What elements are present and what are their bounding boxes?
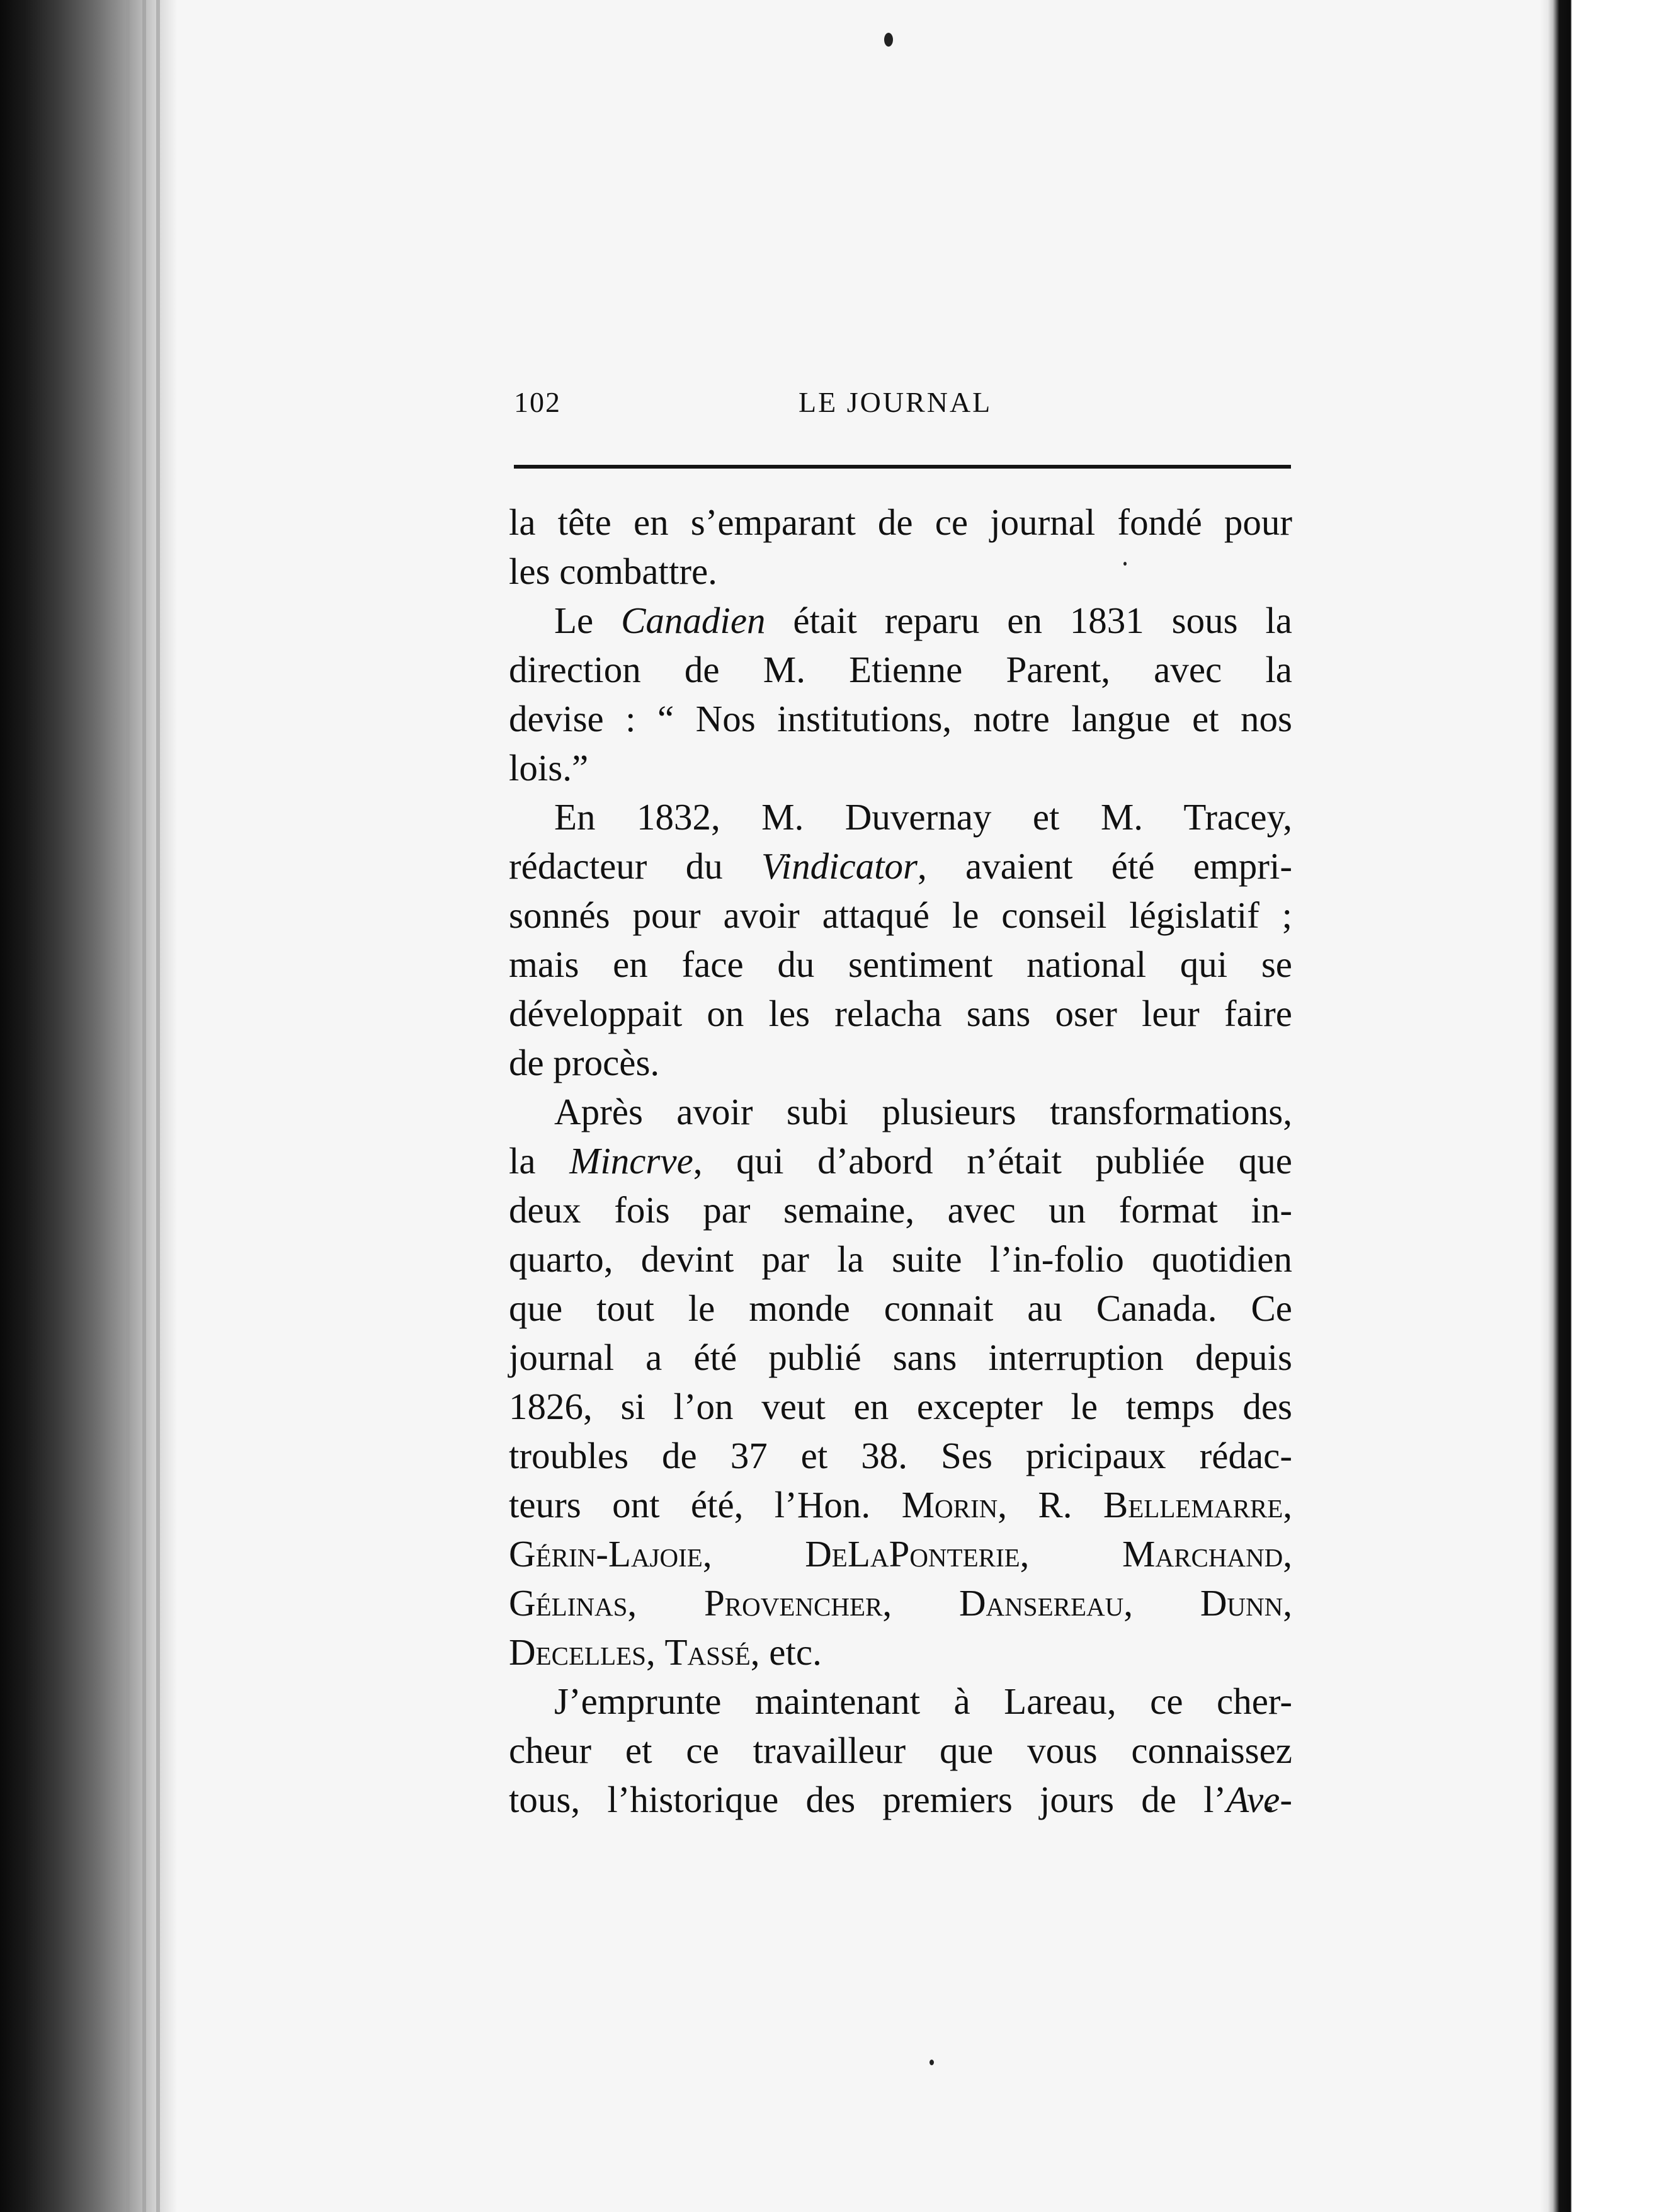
editor-name: Provencher <box>703 1582 883 1624</box>
editor-name: Gélinas <box>509 1582 628 1624</box>
newspaper-title: Vindicator <box>761 845 918 887</box>
text-line: la tête en s’emparant de ce journal fondé pour <box>509 501 1292 543</box>
running-head <box>514 385 1288 423</box>
text-line: mais en face du sentiment national qui se <box>509 944 1292 985</box>
editor-name: Gérin-Lajoie <box>509 1533 703 1575</box>
page-stack-edge <box>156 0 160 2212</box>
text-line: de procès. <box>509 1042 660 1083</box>
text-line: journal a été publié sans interruption depuis <box>509 1337 1292 1378</box>
page-stack-edge <box>142 0 146 2212</box>
page-number: 102 <box>514 386 561 418</box>
text-line: 1826, si l’on veut en excepter le temps des <box>509 1386 1292 1427</box>
text-line: sonnés pour avoir attaqué le conseil législatif ; <box>509 894 1292 936</box>
newspaper-title: Ave- <box>1226 1779 1292 1820</box>
text-line: cheur et ce travailleur que vous connaissez <box>509 1730 1292 1771</box>
editor-name: Dansereau <box>958 1582 1124 1624</box>
text-line: troubles de 37 et 38. Ses pricipaux rédac- <box>509 1435 1292 1476</box>
text-line: les combattre. <box>509 550 717 592</box>
editor-name: Morin <box>901 1484 998 1525</box>
text-line: tous, l’historique des premiers jours de l’Ave- <box>509 1779 1292 1820</box>
editor-name: Bellemarre <box>1103 1484 1283 1525</box>
text-line: Gélinas, Provencher, Dansereau, Dunn, <box>509 1582 1293 1624</box>
text-line: devise : “ Nos institutions, notre langue et nos <box>509 698 1292 739</box>
ink-speck <box>884 33 893 47</box>
editor-name: DeLaPonterie <box>805 1533 1020 1575</box>
scan-right-edge <box>1540 0 1660 2212</box>
editor-name: Tassé <box>664 1631 751 1673</box>
text-line: J’emprunte maintenant à Lareau, ce cher- <box>554 1680 1292 1722</box>
text-line: la Mincrve, qui d’abord n’était publiée que <box>509 1140 1292 1182</box>
text-line: deux fois par semaine, avec un format in- <box>509 1189 1292 1231</box>
text-line: que tout le monde connait au Canada. Ce <box>509 1287 1292 1329</box>
header-rule <box>514 465 1291 469</box>
text-line: rédacteur du Vindicator, avaient été empri- <box>509 845 1292 887</box>
text-line: Decelles, Tassé, etc. <box>509 1631 822 1673</box>
text-line: Le Canadien était reparu en 1831 sous la <box>554 600 1292 641</box>
running-title: LE JOURNAL <box>799 386 992 418</box>
scan-left-edge <box>0 0 176 2212</box>
text-line: Après avoir subi plusieurs transformations, <box>554 1091 1292 1132</box>
text-line: teurs ont été, l’Hon. Morin, R. Bellemarre, <box>509 1484 1292 1525</box>
text-line: quarto, devint par la suite l’in-folio quotidien <box>509 1238 1292 1280</box>
text-line: développait on les relacha sans oser leur faire <box>509 993 1292 1034</box>
page-stack-edge <box>126 0 130 2212</box>
text-line: Gérin-Lajoie, DeLaPonterie, Marchand, <box>509 1533 1292 1575</box>
newspaper-title: Canadien <box>621 600 766 641</box>
body-text <box>509 498 1292 1824</box>
editor-name: Dunn <box>1200 1582 1283 1624</box>
text-line: lois.” <box>509 747 589 789</box>
text-line: direction de M. Etienne Parent, avec la <box>509 649 1292 690</box>
text-line: En 1832, M. Duvernay et M. Tracey, <box>554 796 1292 838</box>
editor-name: Decelles <box>509 1631 646 1673</box>
ink-speck <box>929 2060 934 2065</box>
editor-name: Marchand <box>1122 1533 1283 1575</box>
newspaper-title: Mincrve <box>569 1140 693 1182</box>
